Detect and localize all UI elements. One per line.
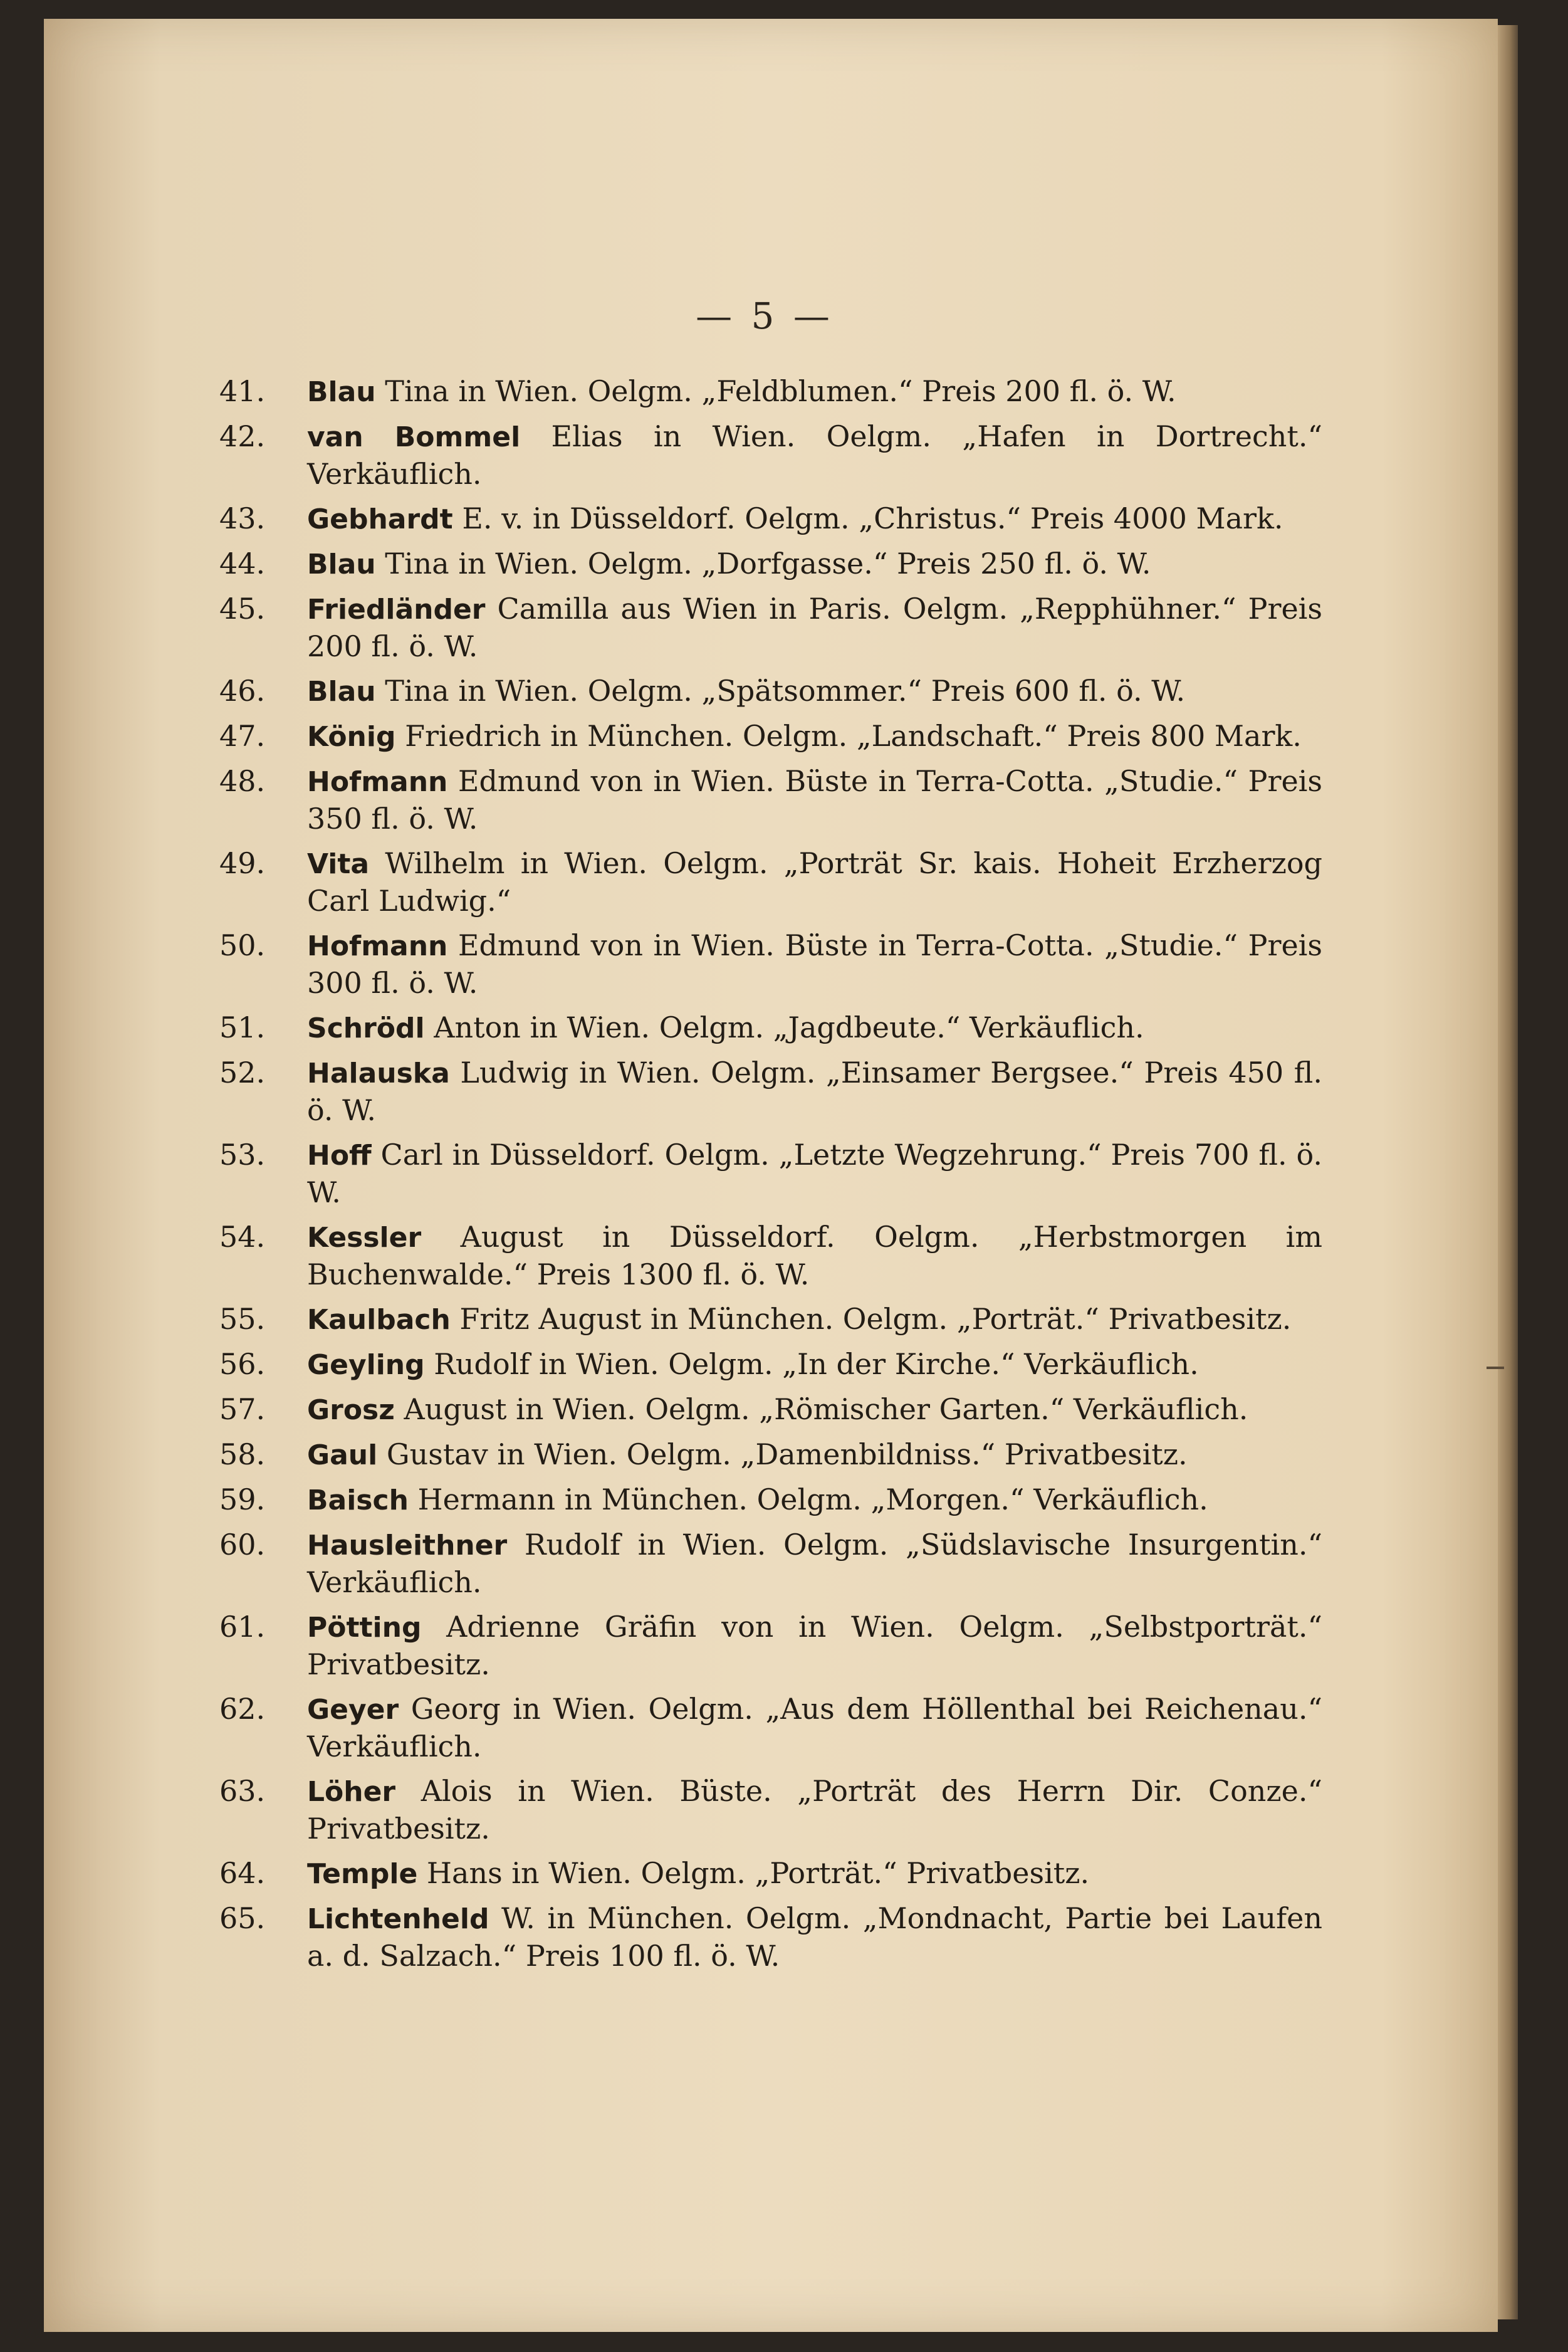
artist-name: Löher (307, 1776, 396, 1808)
catalogue-entry (219, 373, 1322, 411)
entry-description: Rudolf in Wien. Oelgm. „Südslavische Insurgentin.“ Verkäuflich. (307, 1528, 1322, 1599)
entry-number: 54. (219, 1220, 266, 1254)
artist-name: Blau (307, 549, 376, 580)
entry-number: 52. (219, 1056, 266, 1089)
entry-number: 47. (219, 719, 266, 753)
entry-number: 42. (219, 419, 266, 453)
entry-description: August in Wien. Oelgm. „Römischer Garten.“ Verkäuflich. (404, 1392, 1248, 1426)
entry-description: Anton in Wien. Oelgm. „Jagdbeute.“ Verkäuflich. (434, 1011, 1144, 1044)
catalogue-entry (219, 1481, 1322, 1519)
entry-description: E. v. in Düsseldorf. Oelgm. „Christus.“ Preis 4000 Mark. (462, 501, 1283, 535)
catalogue-entry (219, 1691, 1322, 1765)
entry-description: Tina in Wien. Oelgm. „Feldblumen.“ Preis 200 fl. ö. W. (385, 374, 1176, 408)
entry-number: 56. (219, 1347, 266, 1381)
entry-number: 53. (219, 1138, 266, 1172)
entry-number: 45. (219, 592, 266, 626)
artist-name: Pötting (307, 1612, 422, 1644)
entry-description: Edmund von in Wien. Büste in Terra-Cotta. „Studie.“ Preis 300 fl. ö. W. (307, 928, 1322, 1000)
entry-number: 57. (219, 1392, 266, 1426)
catalogue-entry (219, 591, 1322, 665)
entry-number: 43. (219, 501, 266, 535)
entry-number: 64. (219, 1856, 266, 1890)
catalogue-entry (219, 1773, 1322, 1847)
artist-name: Gebhardt (307, 503, 453, 535)
catalogue-entry (219, 545, 1322, 583)
entry-description: Rudolf in Wien. Oelgm. „In der Kirche.“ Verkäuflich. (434, 1347, 1199, 1381)
entry-description: Fritz August in München. Oelgm. „Porträt.“ Privatbesitz. (459, 1302, 1292, 1336)
entry-number: 46. (219, 674, 266, 708)
entry-number: 60. (219, 1528, 266, 1562)
entry-number: 41. (219, 374, 266, 408)
entry-description: Wilhelm in Wien. Oelgm. „Porträt Sr. kais. Hoheit Erzherzog Carl Ludwig.“ (307, 846, 1323, 918)
artist-name: Hausleithner (307, 1530, 508, 1562)
entry-number: 61. (219, 1610, 266, 1644)
entry-number: 59. (219, 1483, 266, 1516)
catalogue-entry (219, 1526, 1322, 1601)
catalogue-entry (219, 718, 1322, 755)
entry-number: 44. (219, 547, 266, 580)
entry-number: 55. (219, 1302, 266, 1336)
catalogue-entry (219, 1900, 1322, 1975)
entry-number: 65. (219, 1901, 266, 1935)
catalogue-entry (219, 1137, 1322, 1211)
artist-name: Gaul (307, 1439, 378, 1471)
entry-description: Carl in Düsseldorf. Oelgm. „Letzte Wegzehrung.“ Preis 700 fl. ö. W. (307, 1138, 1322, 1209)
entry-description: Edmund von in Wien. Büste in Terra-Cotta. „Studie.“ Preis 350 fl. ö. W. (307, 764, 1322, 836)
artist-name: Baisch (307, 1484, 409, 1516)
artist-name: Halauska (307, 1058, 450, 1089)
artist-name: Vita (307, 848, 370, 880)
catalogue-entry (219, 1346, 1322, 1383)
catalogue-entry (219, 1436, 1322, 1474)
entry-description: August in Düsseldorf. Oelgm. „Herbstmorgen im Buchenwalde.“ Preis 1300 fl. ö. W. (307, 1220, 1322, 1291)
catalogue-list (219, 373, 1322, 1982)
book-page (44, 19, 1498, 2332)
artist-name: Grosz (307, 1394, 395, 1426)
entry-description: Camilla aus Wien in Paris. Oelgm. „Repphühner.“ Preis 200 fl. ö. W. (307, 592, 1322, 663)
catalogue-entry (219, 927, 1322, 1002)
entry-description: Elias in Wien. Oelgm. „Hafen in Dortrecht.“ Verkäuflich. (307, 419, 1322, 491)
artist-name: König (307, 721, 396, 753)
catalogue-entry (219, 673, 1322, 710)
page-number: — 5 — (696, 295, 834, 337)
entry-description: W. in München. Oelgm. „Mondnacht, Partie bei Laufen a. d. Salzach.“ Preis 100 fl. ö. W. (307, 1901, 1322, 1973)
entry-description: Tina in Wien. Oelgm. „Spätsommer.“ Preis 600 fl. ö. W. (385, 674, 1186, 708)
entry-number: 51. (219, 1011, 266, 1044)
entry-description: Hermann in München. Oelgm. „Morgen.“ Verkäuflich. (417, 1483, 1208, 1516)
entry-description: Gustav in Wien. Oelgm. „Damenbildniss.“ Privatbesitz. (386, 1437, 1188, 1471)
page-edge (1498, 25, 1518, 2319)
entry-description: Tina in Wien. Oelgm. „Dorfgasse.“ Preis 250 fl. ö. W. (385, 547, 1151, 580)
artist-name: Geyling (307, 1349, 425, 1381)
catalogue-entry (219, 845, 1322, 920)
catalogue-entry (219, 763, 1322, 837)
entry-description: Hans in Wien. Oelgm. „Porträt.“ Privatbesitz. (426, 1856, 1090, 1890)
entry-number: 49. (219, 846, 266, 880)
artist-name: Hofmann (307, 766, 448, 798)
artist-name: Hoff (307, 1140, 372, 1172)
artist-name: Kessler (307, 1222, 422, 1254)
catalogue-entry (219, 1301, 1322, 1338)
entry-number: 58. (219, 1437, 266, 1471)
catalogue-entry (219, 1009, 1322, 1047)
entry-description: Adrienne Gräfin von in Wien. Oelgm. „Selbstporträt.“ Privatbesitz. (307, 1610, 1322, 1681)
artist-name: Blau (307, 676, 376, 708)
artist-name: Lichtenheld (307, 1903, 489, 1935)
entry-description: Friedrich in München. Oelgm. „Landschaft.“ Preis 800 Mark. (405, 719, 1302, 753)
entry-description: Georg in Wien. Oelgm. „Aus dem Höllenthal bei Reichenau.“ Verkäuflich. (307, 1692, 1323, 1763)
catalogue-entry (219, 1054, 1322, 1129)
artist-name: Hofmann (307, 930, 448, 962)
entry-number: 48. (219, 764, 266, 798)
artist-name: Friedländer (307, 594, 486, 626)
artist-name: Geyer (307, 1694, 399, 1726)
entry-number: 63. (219, 1774, 266, 1808)
entry-description: Ludwig in Wien. Oelgm. „Einsamer Bergsee.“ Preis 450 fl. ö. W. (307, 1056, 1322, 1127)
artist-name: Schrödl (307, 1012, 425, 1044)
artist-name: Blau (307, 376, 376, 408)
edge-mark (1487, 1367, 1504, 1369)
artist-name: van Bommel (307, 421, 521, 453)
catalogue-entry (219, 1609, 1322, 1683)
artist-name: Kaulbach (307, 1304, 451, 1336)
catalogue-entry (219, 1391, 1322, 1429)
entry-number: 62. (219, 1692, 266, 1726)
catalogue-entry (219, 500, 1322, 538)
catalogue-entry (219, 418, 1322, 493)
entry-description: Alois in Wien. Büste. „Porträt des Herrn Dir. Conze.“ Privatbesitz. (307, 1774, 1323, 1845)
entry-number: 50. (219, 928, 266, 962)
artist-name: Temple (307, 1858, 418, 1890)
catalogue-entry (219, 1855, 1322, 1893)
catalogue-entry (219, 1219, 1322, 1293)
